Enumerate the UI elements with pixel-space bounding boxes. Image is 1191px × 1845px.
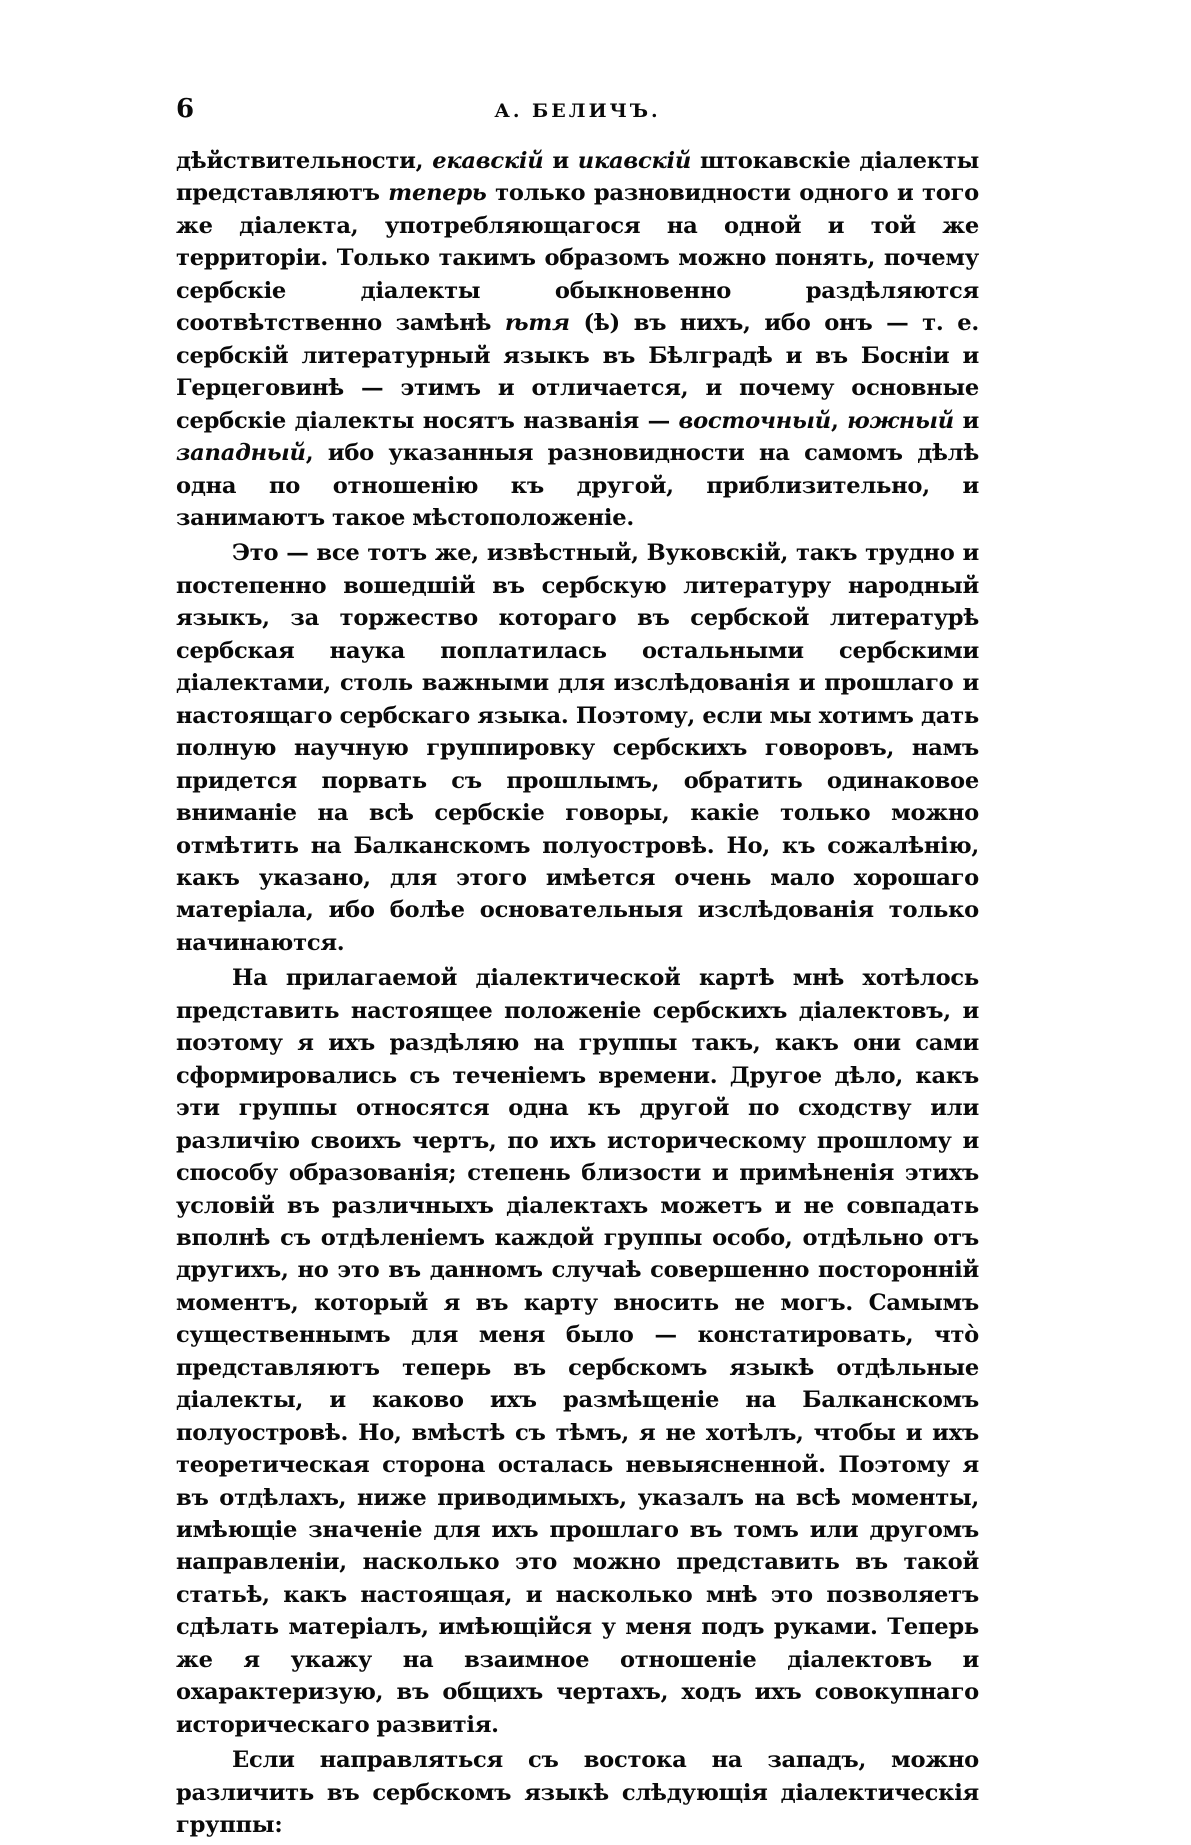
running-title: А. БЕЛИЧЪ.	[494, 100, 661, 122]
italic-term: восточный	[678, 407, 831, 434]
paragraph: Это — все тотъ же, извѣстный, Вуковскій, такъ трудно и постепенно вошедшій въ сербскую литературу народный языкъ, за торжество котораго въ сербской литературѣ сербская наука поплатилась остальными сербскими діалектами, столь важными для изслѣдованія и прошлаго и настоящаго сербскаго языка. Поэтому, если мы хотимъ дать полную научную группировку сербскихъ говоровъ, намъ придется порвать съ прошлымъ, обратить одинаковое вниманіе на всѣ сербскіе говоры, какіе только можно отмѣтить на Балканскомъ полуостровѣ. Но, къ сожалѣнію, какъ указано, для этого имѣется очень мало хорошаго матеріала, ибо болѣе основательныя изслѣдованія только начинаются.	[176, 540, 979, 956]
italic-term: западный	[176, 440, 306, 467]
page-header	[176, 94, 979, 134]
italic-term: екавскій	[432, 148, 544, 174]
body-text	[176, 145, 979, 1845]
italic-term: южный	[847, 407, 954, 434]
page-number: 6	[176, 94, 195, 124]
paragraph: На прилагаемой діалектической картѣ мнѣ хотѣлось представить настоящее положеніе сербскихъ діалектовъ, и поэтому я ихъ раздѣляю на группы такъ, какъ они сами сформировались съ теченіемъ времени. Другое дѣло, какъ эти группы относятся одна къ другой по сходству или различію своихъ чертъ, по ихъ историческому прошлому и способу образованія; степень близости и примѣненія этихъ условій въ различныхъ діалектахъ можетъ и не совпадать вполнѣ съ отдѣленіемъ каждой группы особо, отдѣльно отъ другихъ, но это въ данномъ случаѣ совершенно посторонній моментъ, который я въ карту вносить не могъ. Самымъ существеннымъ для меня было — констатировать, что̀ представляютъ теперь въ сербскомъ языкѣ отдѣльные діалекты, и каково ихъ размѣщеніе на Балканскомъ полуостровѣ. Но, вмѣстѣ съ тѣмъ, я не хотѣлъ, чтобы и ихъ теоретическая сторона осталась невыясненной. Поэтому я въ отдѣлахъ, ниже приводимыхъ, указалъ на всѣ моменты, имѣющіе значеніе для ихъ прошлаго въ томъ или другомъ направленіи, насколько это можно представить въ такой статьѣ, какъ настоящая, и насколько мнѣ это позволяетъ сдѣлать матеріалъ, имѣющійся у меня подъ руками. Теперь же я укажу на взаимное отношеніе діалектовъ и охарактеризую, въ общихъ чертахъ, ходъ ихъ совокупнаго историческаго развитія.	[176, 965, 979, 1738]
italic-term: ѣтя	[504, 310, 570, 337]
paragraph: дѣйствительности, екавскій и икавскій штокавскіе діалекты представляютъ теперь только разновидности одного и того же діалекта, употребляющагося на одной и той же территоріи. Только такимъ образомъ можно понять, почему сербскіе діалекты обыкновенно раздѣляются соотвѣтственно замѣнѣ ѣтя (ѣ) въ нихъ, ибо онъ — т. е. сербскій литературный языкъ въ Бѣлградѣ и въ Босніи и Герцеговинѣ — этимъ и отличается, и почему основные сербскіе діалекты носятъ названія — восточный, южный и западный, ибо указанныя разновидности на самомъ дѣлѣ одна по отношенію къ другой, приблизительно, и занимаютъ такое мѣстоположеніе.	[176, 148, 980, 531]
italic-term: икавскій	[577, 148, 692, 174]
italic-term: теперь	[388, 180, 487, 207]
paragraph: Если направляться съ востока на западъ, можно различить въ сербскомъ языкѣ слѣдующія діалектическія группы:	[176, 1747, 979, 1839]
